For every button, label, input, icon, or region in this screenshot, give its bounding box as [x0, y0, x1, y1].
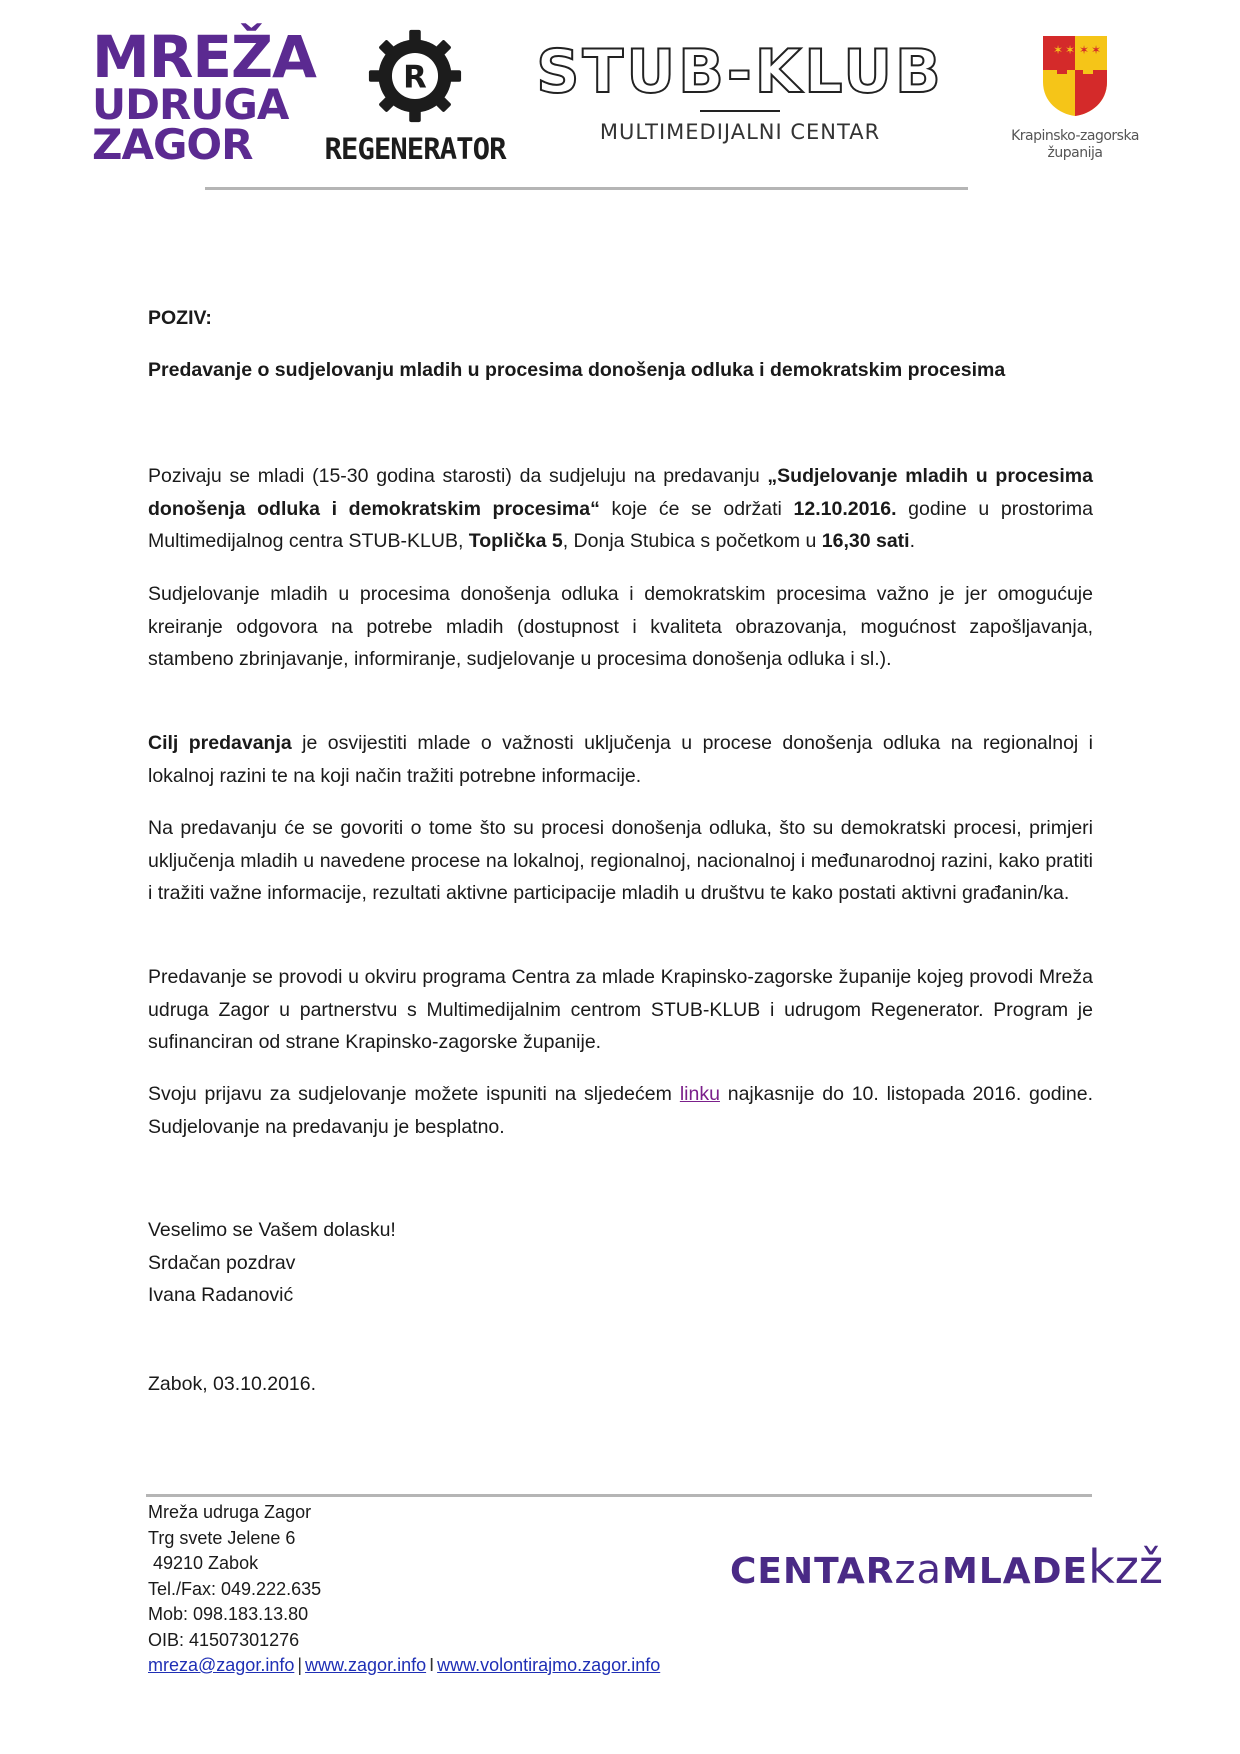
paragraph-invitation — [148, 460, 1093, 558]
document-label: POZIV: — [148, 307, 212, 329]
goal-label: Cilj predavanja — [148, 732, 292, 754]
goal-text: je osvijestiti mlade o važnosti uključenja u procese donošenja odluka na regionalnoj i lokalnoj razini te na koji način tražiti potrebne informacije. — [148, 732, 1094, 787]
svg-text:✶: ✶ — [1079, 43, 1090, 57]
contact-links — [148, 1653, 660, 1679]
email-link[interactable]: mreza@zagor.info — [148, 1655, 295, 1675]
event-time: 16,30 sati — [821, 530, 910, 552]
event-address: Toplička 5 — [468, 530, 563, 552]
mreza-logo-line3: ZAGOR — [92, 119, 253, 169]
p1-text-g: , Donja Stubica s početkom u — [562, 530, 822, 552]
paragraph-topics: Na predavanju će se govoriti o tome što su procesi donošenja odluka, što su demokratski procesi, primjeri uključenja mladih u navedene procese na lokalnoj, regionalnoj, nacionalnoj i međunarodnoj razini, kako pratiti i tražiti važne informacije, rezultati aktivne participacije mladih u društvu te kako postati aktivni građanin/ka. — [148, 817, 1093, 904]
stub-klub-divider — [700, 110, 780, 112]
mreza-logo-line2: UDRUGA — [92, 80, 289, 130]
coat-of-arms-icon — [1041, 34, 1109, 118]
paragraph-program: Predavanje se provodi u okviru programa Centra za mlade Krapinsko-zagorske županije kojeg provodi Mreža udruga Zagor u partnerstvu s Multimedijalnim centrom STUB-KLUB i udrugom Regenerator. Program je sufinanciran od strane Krapinsko-zagorske županije. — [148, 966, 1093, 1053]
website-link[interactable]: www.zagor.info — [305, 1655, 427, 1675]
document-title: Predavanje o sudjelovanju mladih u procesima donošenja odluka i demokratskim procesima — [148, 359, 1006, 381]
stub-klub-subtitle: MULTIMEDIJALNI CENTAR — [599, 120, 881, 144]
kzz-logo-line2: županija — [1047, 145, 1103, 161]
paragraph-registration — [148, 1078, 1093, 1143]
contact-block — [148, 1500, 660, 1679]
link-separator: | — [297, 1655, 303, 1675]
centar-za-mlade-logo — [730, 1540, 1164, 1594]
paragraph-importance: Sudjelovanje mladih u procesima donošenja odluka i demokratskim procesima važno je jer omogućuje kreiranje odgovora na potrebe mladih (dostupnost i kvaliteta obrazovanja, mogućnost zapošljavanja, stambeno zbrinjavanje, informiranje, sudjelovanje u procesima donošenja odluka i sl.). — [148, 583, 1093, 670]
p1-text-a: Pozivaju se mladi (15-30 godina starosti) da sudjeluju na predavanju — [148, 465, 768, 487]
mreza-logo-line1: MREŽA — [92, 23, 316, 91]
p1-text-i: . — [909, 530, 916, 552]
link-separator: I — [429, 1655, 435, 1675]
stub-klub-title: STUB-KLUB — [536, 37, 944, 107]
contact-mobile: Mob: 098.183.13.80 — [148, 1604, 309, 1624]
cim-logo-za: za — [894, 1547, 942, 1593]
svg-text:R: R — [403, 59, 427, 96]
p1-text-e: godine u prostorima Multimedijalnog centra STUB-KLUB, — [148, 497, 1093, 552]
contact-oib: OIB: 41507301276 — [148, 1629, 300, 1650]
svg-text:✶: ✶ — [1091, 43, 1102, 57]
p1-text-c: koje će se održati — [599, 497, 794, 520]
closing-regards: Srdačan pozdrav — [148, 1251, 296, 1274]
paragraph-goal — [148, 727, 1093, 792]
cim-logo-centar: CENTAR — [730, 1551, 895, 1592]
svg-text:✶: ✶ — [1053, 43, 1064, 57]
cim-logo-mlade: MLADE — [942, 1551, 1089, 1592]
contact-org: Mreža udruga Zagor — [148, 1502, 312, 1522]
document-date: Zabok, 03.10.2016. — [148, 1373, 317, 1395]
kzz-logo-line1: Krapinsko-zagorska — [1011, 128, 1139, 144]
event-date: 12.10.2016. — [793, 497, 897, 520]
contact-street: Trg svete Jelene 6 — [148, 1527, 296, 1548]
regenerator-logo-text: REGENERATOR — [324, 132, 506, 166]
krapinsko-zagorska-zupanija-logo — [995, 34, 1155, 174]
svg-text:✶: ✶ — [1065, 43, 1076, 57]
closing-block — [148, 1214, 396, 1312]
contact-city: 49210 Zabok — [148, 1553, 259, 1573]
footer-divider — [146, 1494, 1092, 1497]
mreza-udruga-zagor-logo — [92, 23, 316, 169]
header-divider — [205, 187, 968, 190]
contact-phone: Tel./Fax: 049.222.635 — [148, 1578, 322, 1599]
registration-text-b: najkasnije do 10. listopada 2016. godine. Sudjelovanje na predavanju je besplatno. — [148, 1083, 1094, 1138]
volunteer-website-link[interactable]: www.volontirajmo.zagor.info — [437, 1655, 661, 1675]
cim-logo-kzz: kzž — [1088, 1540, 1164, 1594]
stub-klub-logo — [530, 37, 950, 150]
lecture-title: „Sudjelovanje mladih u procesima donošenja odluka i demokratskim procesima“ — [148, 465, 1093, 520]
gear-r-icon — [367, 28, 463, 124]
registration-text-a: Svoju prijavu za sudjelovanje možete ispuniti na sljedećem — [148, 1083, 672, 1105]
closing-greeting: Veselimo se Vašem dolasku! — [148, 1219, 396, 1241]
regenerator-logo — [310, 28, 520, 168]
registration-link[interactable]: linku — [679, 1083, 720, 1105]
signature-name: Ivana Radanović — [148, 1284, 294, 1306]
